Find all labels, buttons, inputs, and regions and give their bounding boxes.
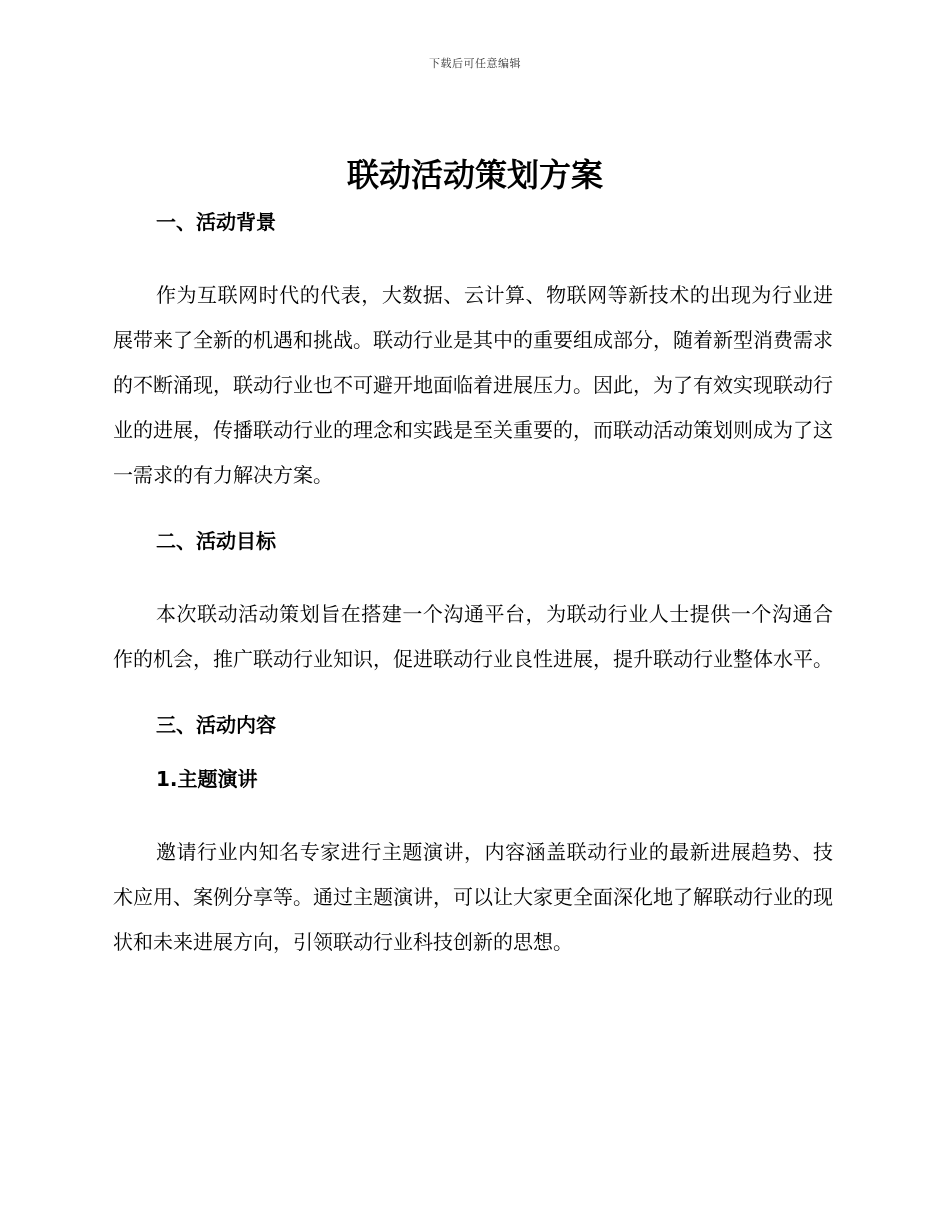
section-paragraph-goals: 本次联动活动策划旨在搭建一个沟通平台，为联动行业人士提供一个沟通合作的机会，推广联动行业知识，促进联动行业良性进展，提升联动行业整体水平。 — [113, 602, 833, 671]
page-title: 联动活动策划方案 — [346, 156, 603, 194]
section-paragraph-keynote: 邀请行业内知名专家进行主题演讲，内容涵盖联动行业的最新进展趋势、技术应用、案例分享等。通过主题演讲，可以让大家更全面深化地了解联动行业的现状和未来进展方向，引领联动行业科技创新的思想。 — [113, 840, 833, 954]
section-heading-content: 三、活动内容 — [156, 713, 276, 737]
section-heading-background: 一、活动背景 — [156, 210, 276, 234]
document-body — [113, 207, 833, 965]
header-note: 下载后可任意编辑 — [429, 57, 521, 70]
section-heading-goals: 二、活动目标 — [156, 529, 276, 553]
subsection-heading-keynote: 1.主题演讲 — [156, 767, 258, 791]
section-paragraph-background: 作为互联网时代的代表，大数据、云计算、物联网等新技术的出现为行业进展带来了全新的机遇和挑战。联动行业是其中的重要组成部分，随着新型消费需求的不断涌现，联动行业也不可避开地面临着进展压力。因此，为了有效实现联动行业的进展，传播联动行业的理念和实践是至关重要的，而联动活动策划则成为了这一需求的有力解决方案。 — [113, 283, 833, 487]
